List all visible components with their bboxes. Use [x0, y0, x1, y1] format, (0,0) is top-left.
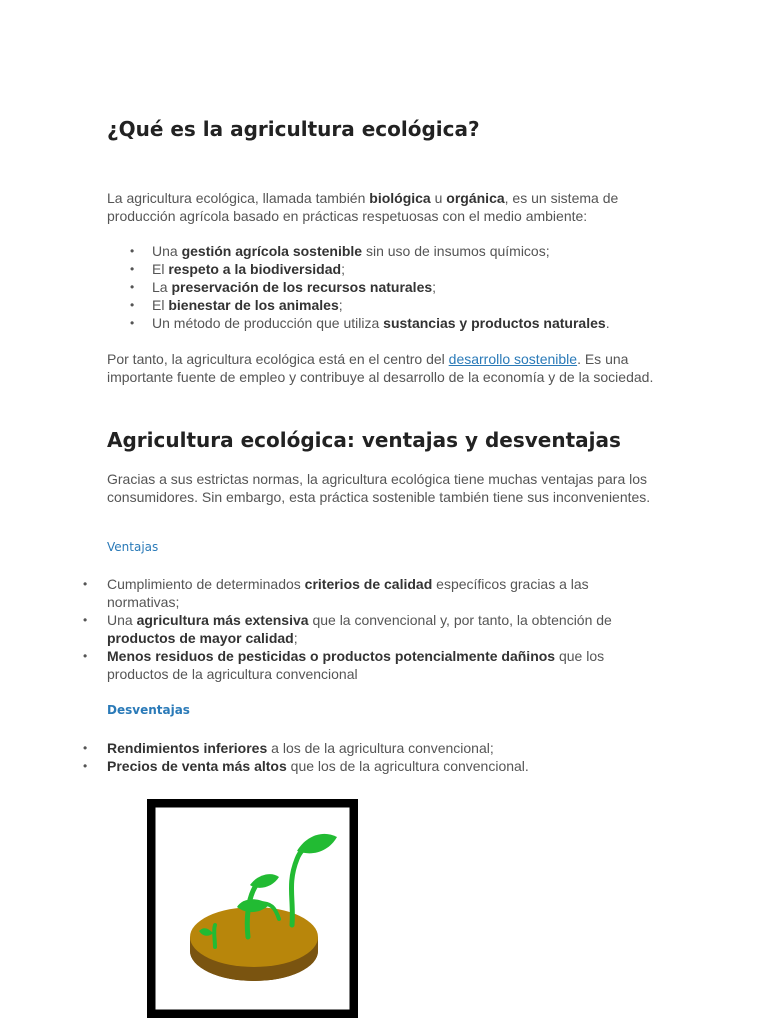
item-text: Cumplimiento de determinados	[107, 576, 305, 592]
item-bold: criterios de calidad	[304, 576, 433, 592]
desarrollo-sostenible-link[interactable]: desarrollo sostenible	[448, 351, 578, 367]
item-text: que los productos de la agricultura convencional	[107, 648, 605, 682]
item-bold: sustancias y productos naturales	[383, 315, 606, 331]
item-text: Un método de producción que utiliza	[152, 315, 384, 331]
list-item	[107, 739, 647, 757]
intro-paragraph	[107, 189, 687, 225]
item-bold: Menos residuos de pesticidas o productos potencialmente dañinos	[107, 648, 556, 664]
desventajas-list	[107, 739, 647, 775]
item-text: El	[152, 261, 169, 277]
item-bold: Precios de venta más altos	[107, 758, 287, 774]
features-list	[152, 242, 712, 332]
intro-text: La agricultura ecológica, llamada también	[107, 190, 370, 206]
item-bold: agricultura más extensiva	[136, 612, 309, 628]
item-bold: preservación de los recursos naturales	[171, 279, 433, 295]
para-text: . Es una importante fuente de empleo y contribuye al desarrollo de la economía y de la sociedad.	[107, 351, 654, 385]
page-title: ¿Qué es la agricultura ecológica?	[107, 117, 480, 141]
intro-bold: orgánica	[446, 190, 505, 206]
soil-top	[190, 907, 318, 967]
item-bold: respeto a la biodiversidad	[168, 261, 342, 277]
list-item	[152, 296, 712, 314]
item-text: sin uso de insumos químicos;	[362, 243, 550, 259]
item-text: La	[152, 279, 172, 295]
item-text: Una	[107, 612, 137, 628]
item-text: ;	[432, 279, 437, 295]
item-text: específicos gracias a las normativas;	[107, 576, 589, 610]
item-text: .	[605, 315, 610, 331]
soil-mound	[190, 907, 318, 981]
ventajas-subheading: Ventajas	[107, 540, 159, 554]
item-bold: bienestar de los animales	[168, 297, 339, 313]
sustainability-paragraph	[107, 350, 687, 386]
item-text: El	[152, 297, 169, 313]
item-text: ;	[338, 297, 343, 313]
list-item	[107, 611, 647, 647]
sprouting-soil-illustration	[147, 799, 358, 1018]
list-item	[152, 242, 712, 260]
list-item	[107, 575, 647, 611]
para-text: Por tanto, la agricultura ecológica está en el centro del	[107, 351, 449, 367]
item-bold: Rendimientos inferiores	[107, 740, 268, 756]
section-intro-paragraph: Gracias a sus estrictas normas, la agricultura ecológica tiene muchas ventajas para los consumidores. Sin embargo, esta práctica sostenible también tiene sus inconvenientes.	[107, 471, 651, 505]
item-bold: productos de mayor calidad	[107, 630, 294, 646]
item-text: que la convencional y, por tanto, la obtención de	[308, 612, 612, 628]
ventajas-list	[107, 575, 647, 683]
intro-text: , es un sistema de producción agrícola basado en prácticas respetuosas con el medio ambiente:	[107, 190, 619, 224]
list-item	[107, 647, 647, 683]
item-text: ;	[293, 630, 298, 646]
intro-bold: biológica	[369, 190, 431, 206]
list-item	[152, 278, 712, 296]
desventajas-subheading: Desventajas	[107, 703, 190, 717]
list-item	[107, 757, 647, 775]
item-text: que los de la agricultura convencional.	[286, 758, 529, 774]
list-item	[152, 260, 712, 278]
section-heading: Agricultura ecológica: ventajas y desventajas	[107, 428, 621, 452]
item-text: a los de la agricultura convencional;	[267, 740, 494, 756]
list-item	[152, 314, 712, 332]
item-text: ;	[341, 261, 345, 277]
intro-text: u	[430, 190, 447, 206]
item-text: Una	[152, 243, 182, 259]
item-bold: gestión agrícola sostenible	[181, 243, 363, 259]
